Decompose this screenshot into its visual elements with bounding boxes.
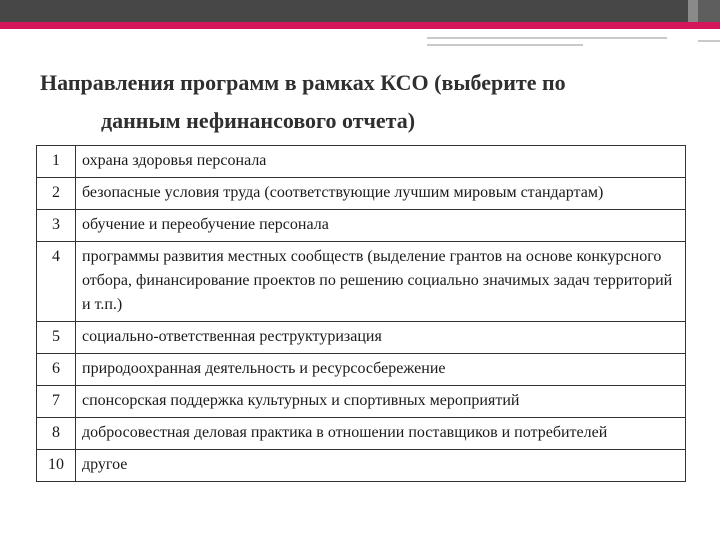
table-row xyxy=(37,322,686,354)
programs-table xyxy=(36,145,686,482)
table-row xyxy=(37,418,686,450)
header-bar-accent-dark xyxy=(698,0,720,22)
table-row xyxy=(37,210,686,242)
row-text: социально-ответственная реструктуризация xyxy=(76,322,686,354)
row-text: программы развития местных сообществ (выделение грантов на основе конкурсного отбора, финансирование проектов по решению социально значимых задач территорий и т.п.) xyxy=(76,242,686,322)
table-row xyxy=(37,146,686,178)
row-text: природоохранная деятельность и ресурсосбережение xyxy=(76,354,686,386)
row-number: 8 xyxy=(37,418,76,450)
row-number: 2 xyxy=(37,178,76,210)
decorative-line xyxy=(427,44,583,46)
slide-title-line-2: данным нефинансового отчета) xyxy=(101,108,416,133)
slide-title xyxy=(40,64,720,140)
header-bar xyxy=(0,0,720,22)
row-number: 3 xyxy=(37,210,76,242)
row-number: 1 xyxy=(37,146,76,178)
row-number: 4 xyxy=(37,242,76,322)
table-row xyxy=(37,354,686,386)
row-text: другое xyxy=(76,450,686,482)
decorative-line xyxy=(698,40,720,42)
row-text: безопасные условия труда (соответствующие лучшим мировым стандартам) xyxy=(76,178,686,210)
row-number: 7 xyxy=(37,386,76,418)
row-number: 6 xyxy=(37,354,76,386)
row-text: спонсорская поддержка культурных и спортивных мероприятий xyxy=(76,386,686,418)
slide-title-line-1: Направления программ в рамках КСО (выберите по xyxy=(40,70,566,95)
accent-stripe xyxy=(0,22,720,29)
table-row xyxy=(37,450,686,482)
table-row xyxy=(37,386,686,418)
decorative-line xyxy=(427,37,667,39)
row-text: охрана здоровья персонала xyxy=(76,146,686,178)
table-row xyxy=(37,242,686,322)
row-text: добросовестная деловая практика в отношении поставщиков и потребителей xyxy=(76,418,686,450)
row-number: 10 xyxy=(37,450,76,482)
row-number: 5 xyxy=(37,322,76,354)
table-row xyxy=(37,178,686,210)
row-text: обучение и переобучение персонала xyxy=(76,210,686,242)
